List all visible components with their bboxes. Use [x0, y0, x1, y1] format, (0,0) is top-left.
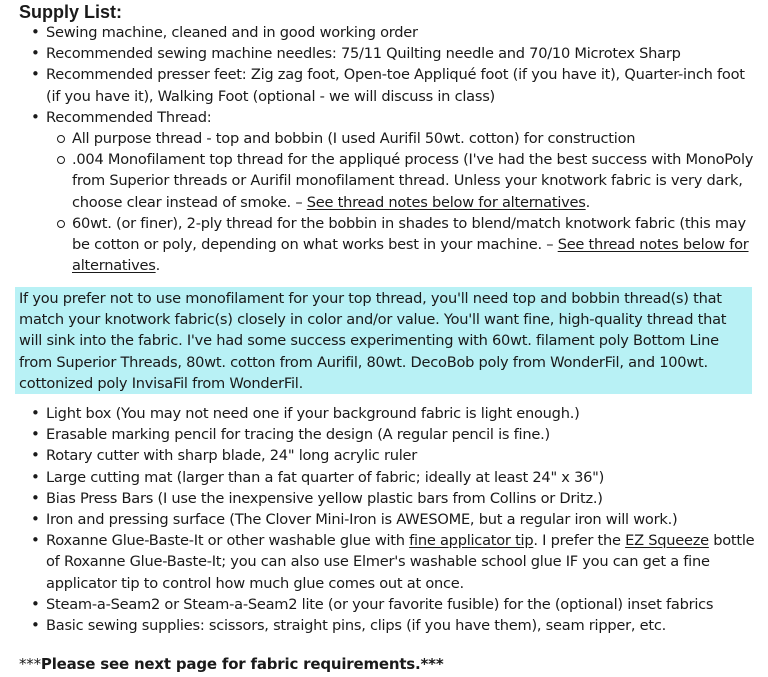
bullet-icon: •	[31, 510, 40, 529]
sublist-item-text: .004 Monofilament top thread for the appliqué process (I've had the best success with MonoPoly from Superior threads or Aurifil monofilament thread. Unless your knotwork fabric is very dark, choose clear instead of smoke. –	[72, 151, 754, 211]
list-item-text: bottle of Roxanne Glue-Baste-It; you can also use Elmer's washable school glue IF you can get a fine applicator tip to control how much glue comes out at once.	[46, 532, 755, 592]
list-item-text: Recommended sewing machine needles: 75/11 Quilting needle and 70/10 Microtex Sharp	[46, 45, 681, 63]
bullet-icon: •	[31, 23, 40, 41]
sublist-item-end: .	[155, 257, 161, 275]
bullet-icon: •	[31, 404, 40, 422]
list-item	[0, 615, 768, 636]
bullet-icon: •	[31, 44, 40, 63]
sublist-item	[0, 149, 768, 213]
supply-list-top	[0, 22, 768, 128]
list-item	[0, 445, 768, 466]
bullet-icon: •	[31, 531, 40, 550]
bullet-icon: •	[31, 467, 40, 486]
note-stars: ***	[19, 655, 41, 673]
list-item	[0, 509, 768, 530]
note-text: Please see next page for fabric requirements.***	[40, 655, 444, 673]
bullet-icon: •	[31, 616, 40, 635]
list-item-text: Bias Press Bars (I use the inexpensive yellow plastic bars from Collins or Dritz.)	[46, 489, 603, 507]
applicator-tip-link[interactable]: fine applicator tip	[409, 532, 534, 550]
sublist-item-end: .	[585, 193, 591, 211]
list-item-text: Recommended Thread:	[46, 108, 212, 126]
list-item	[0, 594, 768, 615]
list-item	[0, 403, 768, 424]
footer-note	[19, 654, 443, 674]
list-item	[0, 43, 768, 64]
list-item-text: Recommended presser feet: Zig zag foot, Open-toe Appliqué foot (if you have it), Quarter-inch foot (if you have it), Walking Foot (optional - we will discuss in class)	[46, 66, 745, 105]
list-item	[0, 22, 768, 43]
bullet-icon: •	[31, 65, 40, 84]
list-item-thread	[0, 107, 768, 128]
ez-squeeze-link[interactable]: EZ Squeeze	[625, 532, 709, 550]
thread-notes-link[interactable]: See thread notes below for alternatives	[72, 236, 749, 275]
sublist-item	[0, 213, 768, 277]
page-title: Supply List:	[19, 2, 122, 22]
list-item-text: Rotary cutter with sharp blade, 24" long acrylic ruler	[46, 447, 417, 465]
sublist-item	[0, 128, 768, 149]
list-item-text: Steam-a-Seam2 or Steam-a-Seam2 lite (or your favorite fusible) for the (optional) inset fabrics	[46, 595, 714, 613]
bullet-icon: •	[31, 425, 40, 444]
list-item-text: Iron and pressing surface (The Clover Mini-Iron is AWESOME, but a regular iron will work.)	[46, 511, 678, 529]
circle-bullet-icon	[57, 220, 65, 228]
list-item-text: Large cutting mat (larger than a fat quarter of fabric; ideally at least 24" x 36")	[46, 468, 605, 486]
bullet-icon: •	[31, 594, 40, 613]
list-item-glue	[0, 530, 768, 594]
thread-sublist	[0, 128, 768, 276]
list-item	[0, 424, 768, 445]
list-item	[0, 467, 768, 488]
list-item-text: Sewing machine, cleaned and in good working order	[46, 24, 418, 41]
supply-list-bottom	[0, 403, 768, 636]
list-item-text: . I prefer the	[533, 532, 626, 550]
sublist-item-text: 60wt. (or finer), 2-ply thread for the bobbin in shades to blend/match knotwork fabric (this may be cotton or poly, depending on what works best in your machine. –	[72, 214, 746, 254]
thread-callout-box	[15, 287, 752, 394]
list-item	[0, 64, 768, 106]
list-item-text: Light box (You may not need one if your background fabric is light enough.)	[46, 405, 580, 422]
list-item-text: Roxanne Glue-Baste-It or other washable glue with	[46, 532, 410, 550]
bullet-icon: •	[31, 107, 40, 126]
bullet-icon: •	[31, 488, 40, 507]
circle-bullet-icon	[57, 135, 65, 143]
list-item	[0, 488, 768, 509]
callout-text: If you prefer not to use monofilament for your top thread, you'll need top and bobbin thread(s) that match your knotwork fabric(s) closely in color and/or value. You'll want fine, high-quality thread that will sink into the fabric. I've had some success experimenting with 60wt. filament poly Bottom Line from Superior Threads, 80wt. cotton from Aurifil, 80wt. DecoBob poly from WonderFil, and 100wt. cottonized poly InvisaFil from WonderFil.	[19, 290, 727, 392]
bullet-icon: •	[31, 446, 40, 465]
circle-bullet-icon	[57, 156, 65, 164]
thread-notes-link[interactable]: See thread notes below for alternatives	[306, 193, 586, 211]
list-item-text: Basic sewing supplies: scissors, straight pins, clips (if you have them), seam ripper, etc.	[46, 617, 667, 635]
list-item-text: Erasable marking pencil for tracing the design (A regular pencil is fine.)	[46, 426, 550, 444]
sublist-item-text: All purpose thread - top and bobbin (I used Aurifil 50wt. cotton) for construction	[72, 130, 636, 147]
